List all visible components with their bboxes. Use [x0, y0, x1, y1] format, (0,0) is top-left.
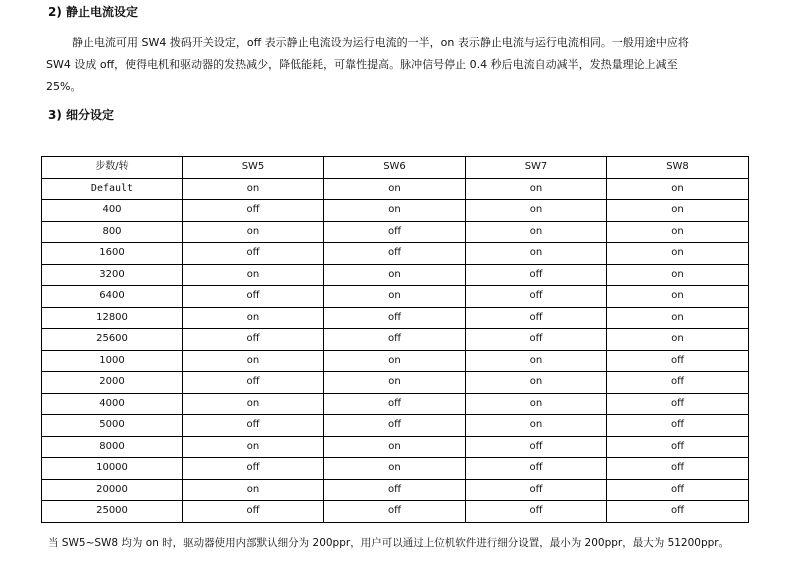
steps-cell: 3200: [42, 264, 183, 286]
sw7-cell: off: [466, 264, 607, 286]
sw7-cell: off: [466, 286, 607, 308]
paragraph-line-1: 静止电流可用 SW4 拨码开关设定，off 表示静止电流设为运行电流的一半，on 表示静止电流与运行电流相同。一般用途中应将: [72, 36, 689, 49]
sw7-cell: off: [466, 307, 607, 329]
steps-cell: 25600: [42, 329, 183, 351]
table-row: [42, 479, 749, 501]
default-microstep-note: 当 SW5~SW8 均为 on 时，驱动器使用内部默认细分为 200ppr，用户可以通过上位机软件进行细分设置，最小为 200ppr，最大为 51200ppr。: [48, 537, 730, 549]
sw6-cell: off: [324, 393, 466, 415]
sw6-cell: off: [324, 307, 466, 329]
steps-cell: 4000: [42, 393, 183, 415]
table-row: [42, 415, 749, 437]
steps-cell: 1600: [42, 243, 183, 265]
sw8-cell: on: [607, 178, 749, 200]
sw7-cell: off: [466, 458, 607, 480]
steps-cell: 12800: [42, 307, 183, 329]
table-row: [42, 458, 749, 480]
sw6-cell: on: [324, 372, 466, 394]
sw8-cell: on: [607, 286, 749, 308]
table-row: [42, 329, 749, 351]
steps-cell: Default: [42, 178, 183, 200]
standstill-current-paragraph: [46, 32, 752, 98]
sw5-cell: off: [183, 329, 324, 351]
sw6-cell: on: [324, 436, 466, 458]
paragraph-line-2: SW4 设成 off，使得电机和驱动器的发热减少，降低能耗，可靠性提高。脉冲信号停止 0.4 秒后电流自动减半，发热量理论上减至: [46, 58, 678, 71]
table-row: [42, 436, 749, 458]
sw6-cell: off: [324, 415, 466, 437]
table-row: [42, 243, 749, 265]
steps-cell: 800: [42, 221, 183, 243]
microstep-settings-table: [41, 156, 749, 523]
sw5-cell: on: [183, 436, 324, 458]
sw8-cell: off: [607, 479, 749, 501]
table-row: [42, 178, 749, 200]
sw8-cell: on: [607, 200, 749, 222]
table-row: [42, 501, 749, 523]
sw7-cell: on: [466, 243, 607, 265]
sw8-cell: off: [607, 501, 749, 523]
sw6-cell: off: [324, 329, 466, 351]
header-sw8: SW8: [607, 157, 749, 179]
table-header-row: [42, 157, 749, 179]
sw8-cell: off: [607, 436, 749, 458]
table-row: [42, 221, 749, 243]
sw6-cell: on: [324, 458, 466, 480]
sw6-cell: off: [324, 243, 466, 265]
sw7-cell: off: [466, 501, 607, 523]
sw7-cell: on: [466, 393, 607, 415]
sw5-cell: off: [183, 200, 324, 222]
sw8-cell: on: [607, 243, 749, 265]
sw5-cell: on: [183, 350, 324, 372]
table-row: [42, 393, 749, 415]
sw6-cell: on: [324, 178, 466, 200]
sw6-cell: off: [324, 479, 466, 501]
steps-cell: 5000: [42, 415, 183, 437]
table-row: [42, 286, 749, 308]
sw7-cell: off: [466, 436, 607, 458]
header-sw5: SW5: [183, 157, 324, 179]
sw5-cell: off: [183, 372, 324, 394]
sw5-cell: off: [183, 243, 324, 265]
steps-cell: 20000: [42, 479, 183, 501]
sw5-cell: off: [183, 458, 324, 480]
steps-cell: 1000: [42, 350, 183, 372]
sw8-cell: on: [607, 329, 749, 351]
table-row: [42, 307, 749, 329]
steps-cell: 25000: [42, 501, 183, 523]
steps-cell: 400: [42, 200, 183, 222]
sw5-cell: off: [183, 286, 324, 308]
sw8-cell: on: [607, 221, 749, 243]
sw5-cell: off: [183, 501, 324, 523]
table-row: [42, 264, 749, 286]
table-row: [42, 372, 749, 394]
header-sw7: SW7: [466, 157, 607, 179]
sw5-cell: on: [183, 479, 324, 501]
sw8-cell: off: [607, 372, 749, 394]
sw8-cell: off: [607, 393, 749, 415]
sw8-cell: on: [607, 307, 749, 329]
table-row: [42, 350, 749, 372]
sw6-cell: off: [324, 501, 466, 523]
sw8-cell: on: [607, 264, 749, 286]
sw7-cell: on: [466, 200, 607, 222]
sw7-cell: on: [466, 350, 607, 372]
section-3-heading: 3) 细分设定: [48, 108, 115, 122]
sw6-cell: on: [324, 286, 466, 308]
sw6-cell: on: [324, 350, 466, 372]
steps-cell: 8000: [42, 436, 183, 458]
sw7-cell: on: [466, 221, 607, 243]
header-steps-per-rev: 步数/转: [42, 157, 183, 179]
sw7-cell: off: [466, 479, 607, 501]
steps-cell: 2000: [42, 372, 183, 394]
sw7-cell: on: [466, 372, 607, 394]
steps-cell: 10000: [42, 458, 183, 480]
sw5-cell: on: [183, 178, 324, 200]
sw8-cell: off: [607, 415, 749, 437]
paragraph-line-3: 25%。: [46, 80, 82, 93]
section-2-heading: 2) 静止电流设定: [48, 5, 139, 19]
sw7-cell: on: [466, 178, 607, 200]
header-sw6: SW6: [324, 157, 466, 179]
sw8-cell: off: [607, 458, 749, 480]
sw8-cell: off: [607, 350, 749, 372]
sw5-cell: off: [183, 415, 324, 437]
sw6-cell: on: [324, 200, 466, 222]
sw6-cell: on: [324, 264, 466, 286]
steps-cell: 6400: [42, 286, 183, 308]
sw5-cell: on: [183, 264, 324, 286]
sw7-cell: off: [466, 329, 607, 351]
sw7-cell: on: [466, 415, 607, 437]
sw5-cell: on: [183, 221, 324, 243]
sw5-cell: on: [183, 393, 324, 415]
table-row: [42, 200, 749, 222]
sw6-cell: off: [324, 221, 466, 243]
sw5-cell: on: [183, 307, 324, 329]
